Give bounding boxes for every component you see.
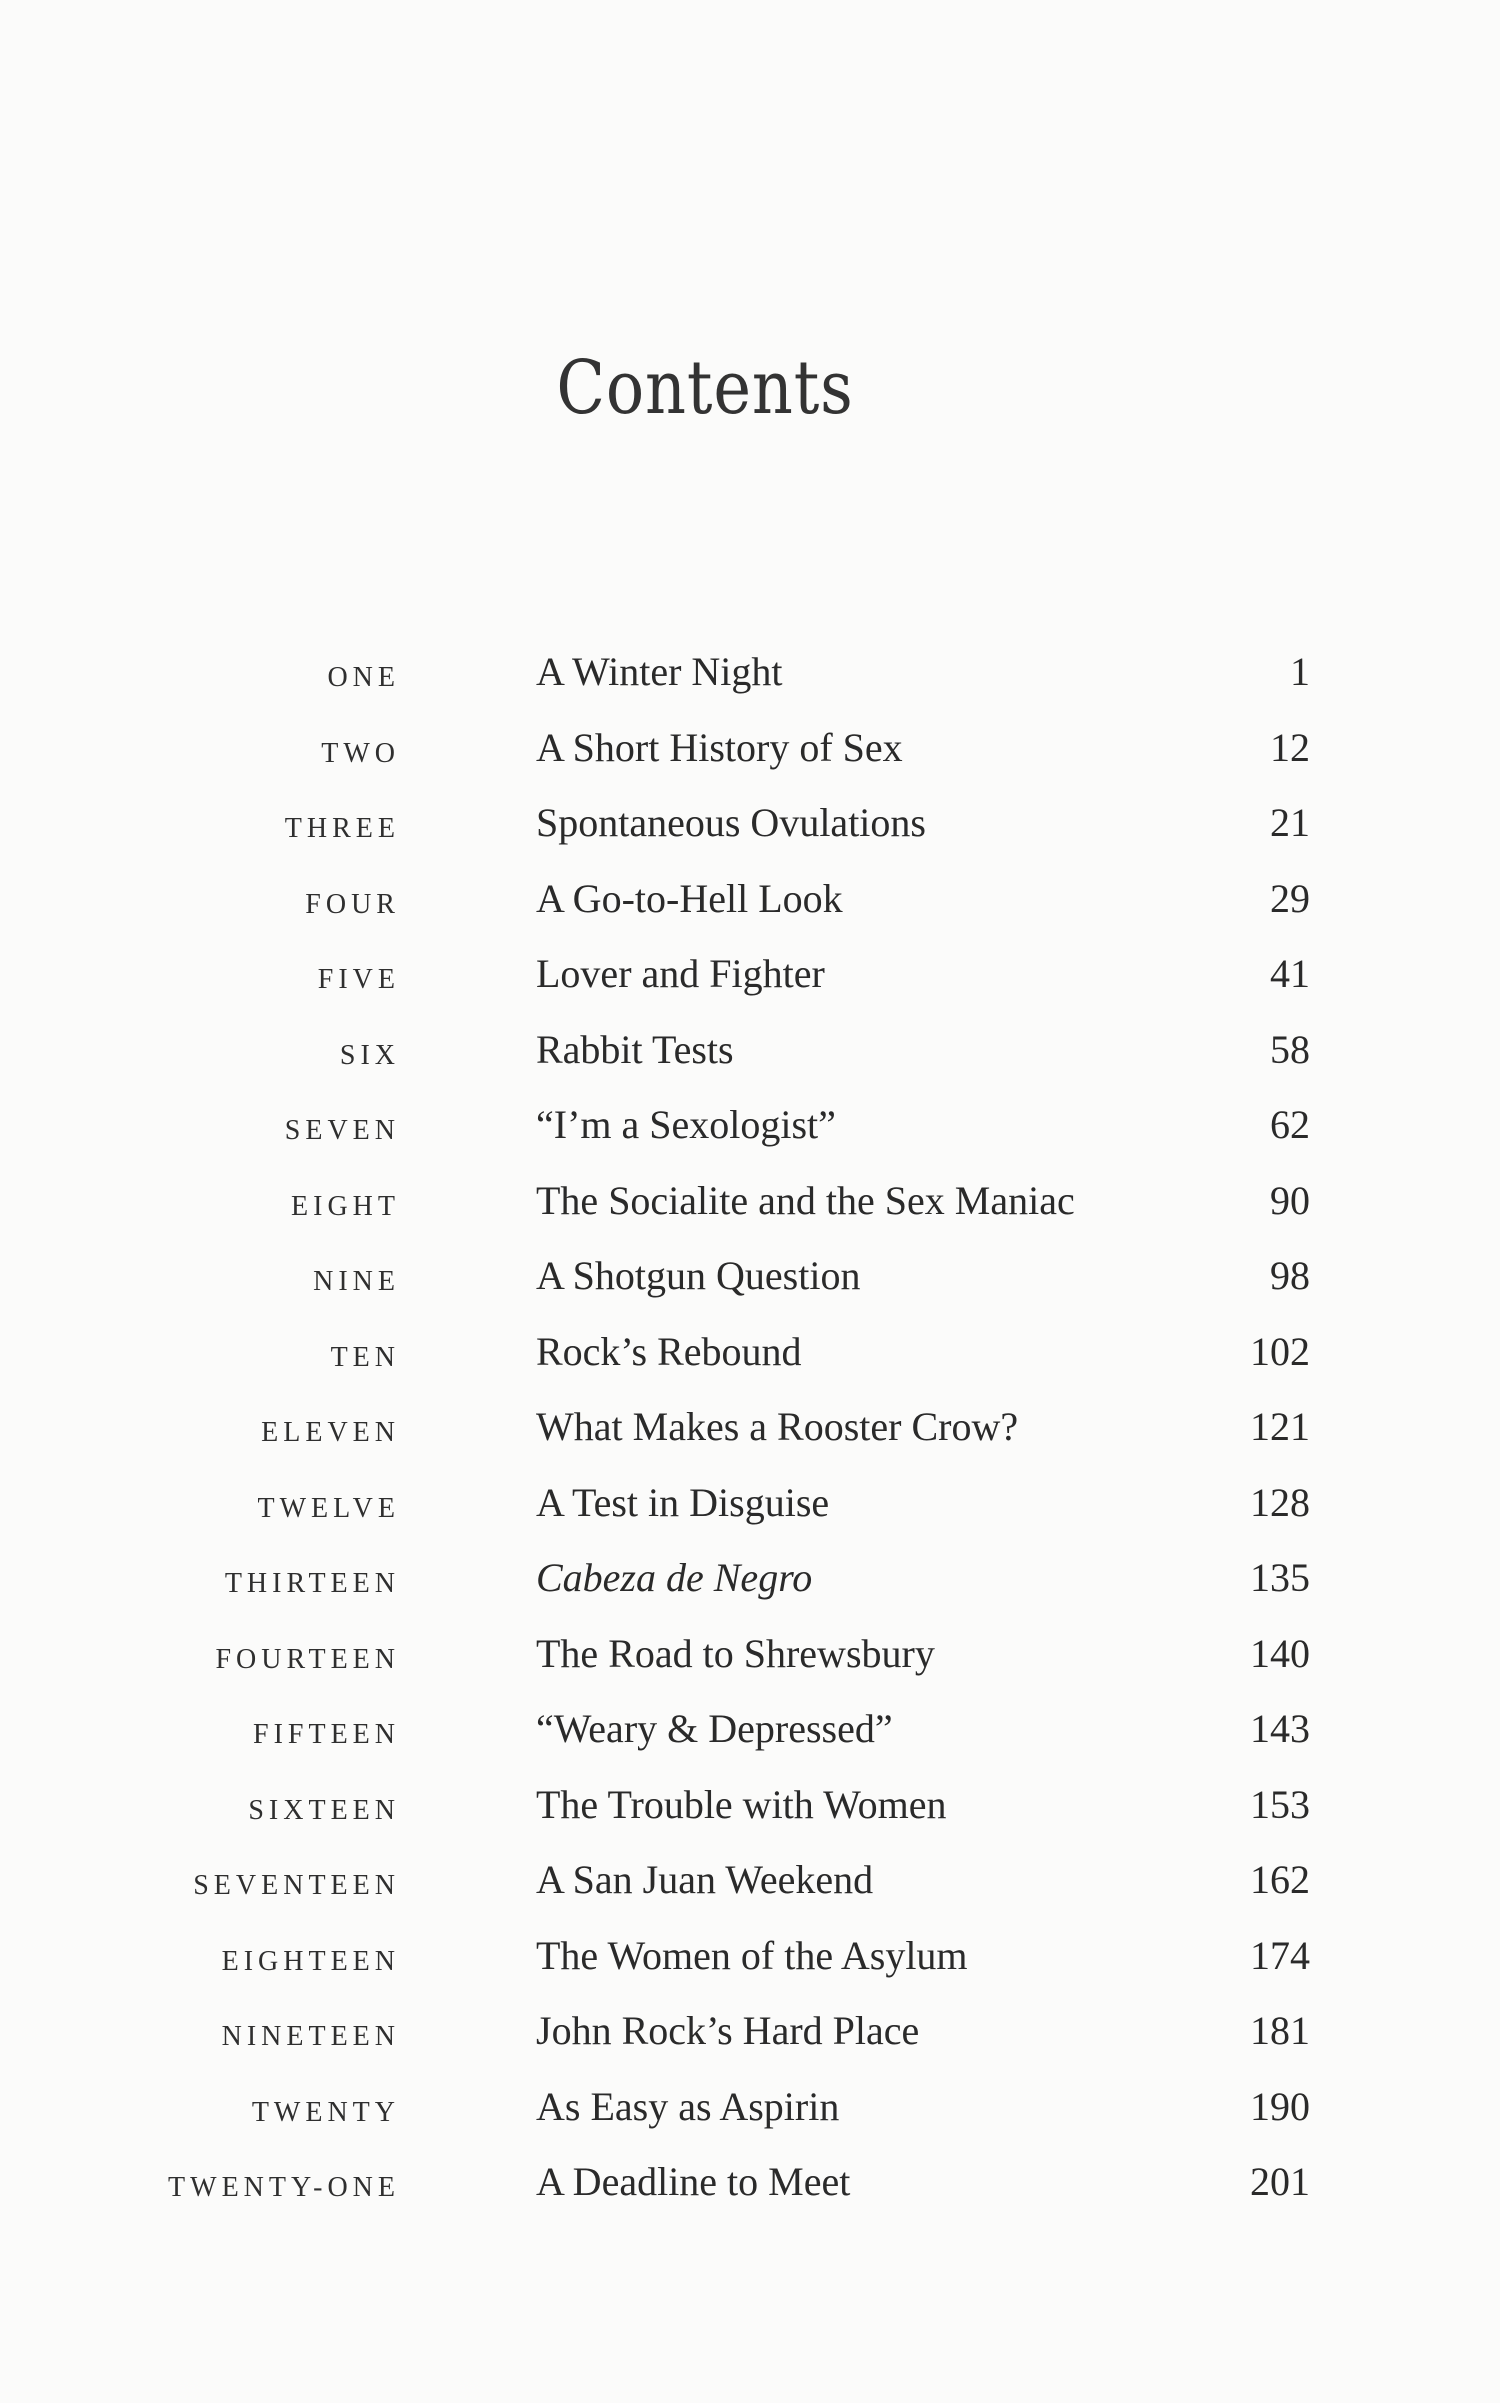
page-number: 98 — [1270, 1253, 1310, 1298]
page-number: 181 — [1250, 2008, 1310, 2053]
chapter-title: The Women of the Asylum — [536, 1932, 968, 1978]
toc-entry-20 — [0, 2075, 1500, 2151]
chapter-number: TEN — [330, 1341, 400, 1373]
page-number: 41 — [1270, 951, 1310, 996]
chapter-number: FOUR — [305, 888, 400, 920]
page-number: 140 — [1250, 1630, 1310, 1676]
page-number: 62 — [1270, 1102, 1310, 1147]
toc-entry-4 — [0, 867, 1500, 943]
page-title: Contents — [556, 345, 854, 431]
toc-entry-16 — [0, 1773, 1500, 1849]
page-number: 201 — [1250, 2159, 1310, 2204]
page-number: 12 — [1270, 724, 1310, 770]
toc-entry-1 — [0, 640, 1500, 716]
page-number: 58 — [1270, 1026, 1310, 1072]
chapter-title: Lover and Fighter — [536, 951, 825, 996]
chapter-title: A Go-to-Hell Look — [536, 875, 843, 921]
toc-entry-15 — [0, 1697, 1500, 1773]
toc-entry-11 — [0, 1395, 1500, 1471]
chapter-title: “Weary & Depressed” — [536, 1706, 893, 1751]
page-number: 102 — [1250, 1328, 1310, 1374]
chapter-number: THIRTEEN — [224, 1568, 400, 1599]
chapter-number: TWENTY-ONE — [168, 2172, 400, 2203]
toc-entry-14 — [0, 1622, 1500, 1698]
chapter-number: NINETEEN — [221, 2021, 400, 2052]
chapter-title: A Winter Night — [536, 649, 783, 694]
page-number: 153 — [1250, 1781, 1310, 1827]
page-number: 162 — [1250, 1857, 1310, 1902]
toc-entry-18 — [0, 1924, 1500, 2000]
page-number: 121 — [1250, 1404, 1310, 1449]
toc-entry-17 — [0, 1848, 1500, 1924]
page-number: 135 — [1250, 1555, 1310, 1600]
chapter-title: What Makes a Rooster Crow? — [536, 1404, 1019, 1449]
toc-entry-19 — [0, 1999, 1500, 2075]
toc-entry-6 — [0, 1018, 1500, 1094]
chapter-number: TWO — [321, 737, 400, 769]
toc-entry-9 — [0, 1244, 1500, 1320]
chapter-title: The Trouble with Women — [536, 1781, 947, 1827]
chapter-number: EIGHTEEN — [221, 1945, 400, 1977]
chapter-title: Rabbit Tests — [536, 1026, 734, 1072]
chapter-title: A Short History of Sex — [536, 724, 903, 770]
toc-entry-5 — [0, 942, 1500, 1018]
toc-entry-8 — [0, 1169, 1500, 1245]
chapter-title: A Test in Disguise — [536, 1479, 830, 1525]
page-number: 128 — [1250, 1479, 1310, 1525]
chapter-number: SIX — [339, 1039, 400, 1071]
page-number: 143 — [1250, 1706, 1310, 1751]
chapter-number: SEVEN — [284, 1115, 400, 1146]
chapter-title: A Shotgun Question — [536, 1253, 861, 1298]
page-number: 190 — [1250, 2083, 1310, 2129]
chapter-title: A Deadline to Meet — [536, 2159, 851, 2204]
toc-entry-2 — [0, 716, 1500, 792]
chapter-number: SEVENTEEN — [193, 1870, 400, 1901]
table-of-contents — [0, 640, 1500, 2226]
toc-entry-13 — [0, 1546, 1500, 1622]
chapter-number: SIXTEEN — [248, 1794, 400, 1826]
chapter-number: FIFTEEN — [253, 1719, 400, 1750]
page-number: 90 — [1270, 1177, 1310, 1223]
chapter-title: Spontaneous Ovulations — [536, 800, 926, 845]
toc-entry-3 — [0, 791, 1500, 867]
chapter-number: ONE — [327, 662, 400, 693]
chapter-title: Rock’s Rebound — [536, 1328, 802, 1374]
chapter-title: Cabeza de Negro — [536, 1555, 813, 1600]
chapter-title: A San Juan Weekend — [536, 1857, 874, 1902]
toc-entry-10 — [0, 1320, 1500, 1396]
toc-entry-7 — [0, 1093, 1500, 1169]
page-number: 21 — [1270, 800, 1310, 845]
chapter-number: NINE — [313, 1266, 400, 1297]
chapter-title: John Rock’s Hard Place — [536, 2008, 920, 2053]
chapter-number: FIVE — [317, 964, 400, 995]
chapter-number: FOURTEEN — [215, 1643, 400, 1675]
page-number: 1 — [1290, 649, 1310, 694]
toc-entry-21 — [0, 2150, 1500, 2226]
toc-entry-12 — [0, 1471, 1500, 1547]
chapter-title: The Road to Shrewsbury — [536, 1630, 935, 1676]
chapter-title: “I’m a Sexologist” — [536, 1102, 836, 1147]
chapter-number: TWENTY — [251, 2096, 400, 2128]
chapter-number: TWELVE — [257, 1492, 400, 1524]
chapter-number: EIGHT — [291, 1190, 400, 1222]
chapter-title: The Socialite and the Sex Maniac — [536, 1177, 1075, 1223]
chapter-title: As Easy as Aspirin — [536, 2083, 840, 2129]
chapter-number: THREE — [284, 813, 400, 844]
chapter-number: ELEVEN — [261, 1417, 400, 1448]
page-number: 174 — [1250, 1932, 1310, 1978]
page-number: 29 — [1270, 875, 1310, 921]
